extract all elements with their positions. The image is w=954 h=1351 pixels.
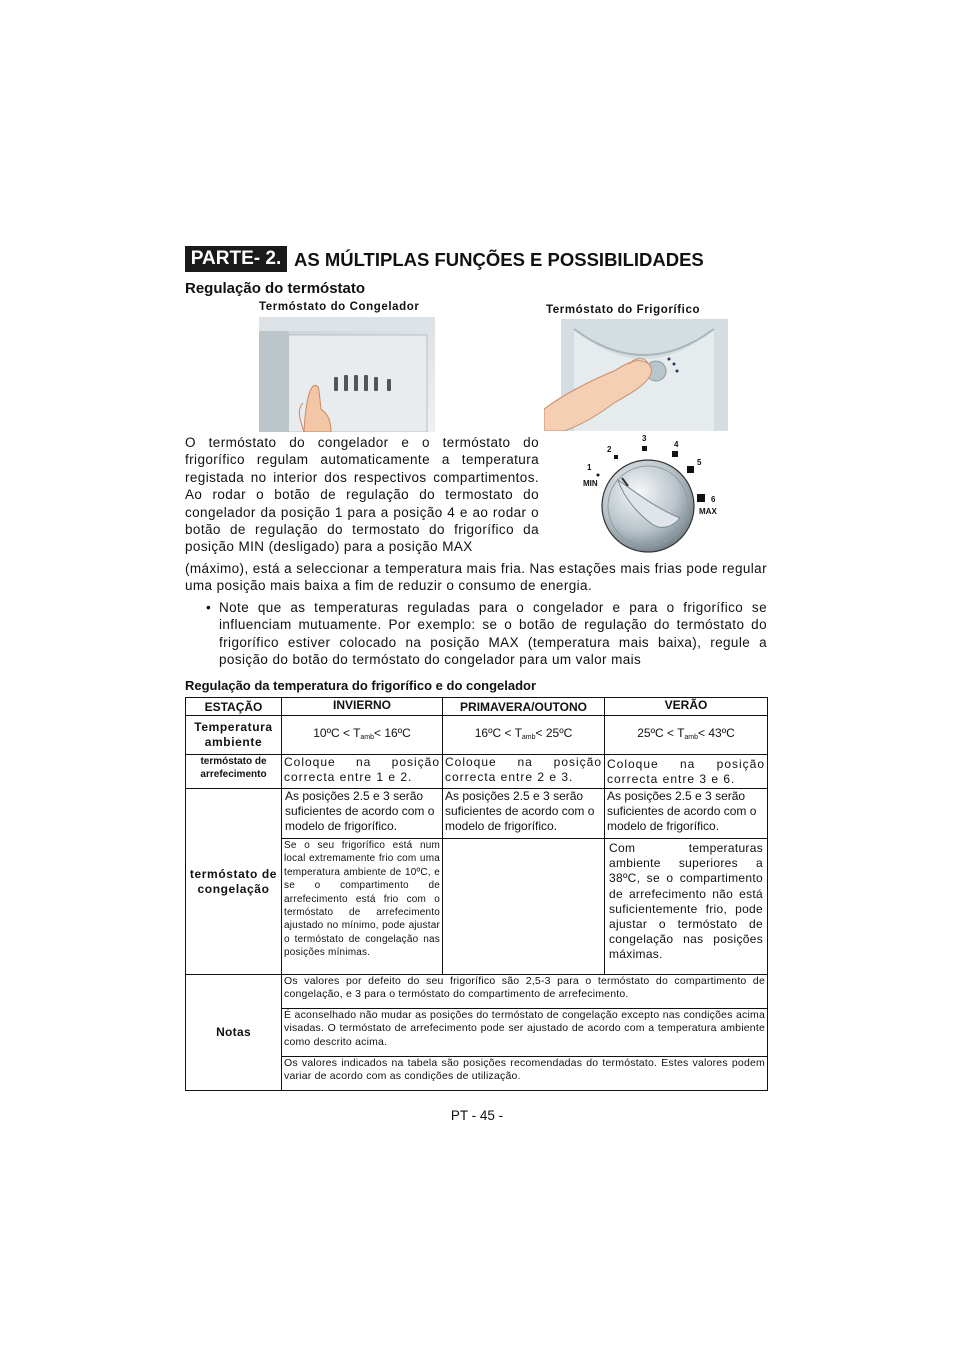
bullet-mark: • [206,600,211,615]
freezer-spring-autumn-a: As posições 2.5 e 3 serão suficientes de acordo com o modelo de frigorífico. [443,789,605,839]
notes-label: Notas [186,975,282,1091]
knob-position-4: 4 [674,440,679,449]
header-winter: INVIERNO [282,698,443,716]
part-label: PARTE- 2. [185,246,287,272]
note-paragraph: Note que as temperaturas reguladas para o congelador e para o frigorífico se influenciam mutuamente. Por exemplo: se o botão de regulação do termóstato do frigorífico estiver colocado na posição MAX (temperatura mais baixa), regule a posição do botão do termóstato do congelador para um valor mais [219,600,767,668]
knob-position-3: 3 [642,434,647,443]
cooler-spring-autumn: Coloque na posição correcta entre 2 e 3. [443,755,605,789]
freezer-label: termóstato de congelação [186,789,282,975]
cooler-label: termóstato de arrefecimento [186,755,282,789]
page-number: PT - 45 - [450,1108,504,1123]
freezer-summer-a: As posições 2.5 e 3 serão suficientes de acordo com o modelo de frigorífico. [605,789,768,839]
table-row [186,789,768,839]
intro-paragraph: O termóstato do congelador e o termóstato do frigorífico regulam automaticamente a temperatura registada no interior dos respectivos compartimentos. Ao rodar o botão de regulação do termostato do congelador da posição 1 para a posição 4 e ao rodar o botão de regulação do termostato do frigorífico da posição MIN (desligado) para a posição MAX [185,435,539,555]
ambient-winter: 10ºC < $T_{amb}<$ 16ºC [282,716,443,755]
table-row [186,755,768,789]
table-row [186,716,768,755]
knob-max-label: MAX [699,507,717,516]
temperature-table [185,697,768,1091]
cooler-winter: Coloque na posição correcta entre 1 e 2. [282,755,443,789]
knob-position-5: 5 [697,458,702,467]
note-3: Os valores indicados na tabela são posições recomendadas do termóstato. Estes valores podem variar de acordo com as condições de utilização. [282,1057,768,1091]
ambient-spring-autumn: 16ºC < $T_{amb}<$ 25ºC [443,716,605,755]
header-spring-autumn: PRIMAVERA/OUTONO [443,698,605,716]
thermostat-knob-diagram [580,428,720,558]
freezer-thermostat-photo [259,317,435,432]
knob-position-1: 1 [587,463,592,472]
freezer-winter-a: As posições 2.5 e 3 serão suficientes de acordo com o modelo de frigorífico. [282,789,443,839]
knob-position-6: 6 [711,495,716,504]
note-1: Os valores por defeito do seu frigorífico são 2,5-3 para o termóstato do compartimento de congelação, e 3 para o termóstato do compartimento de arrefecimento. [282,975,768,1009]
knob-position-2: 2 [607,445,612,454]
header-summer: VERÃO [605,698,768,716]
note-2: É aconselhado não mudar as posições do termóstato de congelação excepto nas condições acima visadas. O termóstato de arrefecimento pode ser ajustado de acordo com a temperatura ambiente como descrito acima. [282,1009,768,1057]
page-title: AS MÚLTIPLAS FUNÇÕES E POSSIBILIDADES [294,249,704,270]
freezer-winter-b: Se o seu frigorífico está num local extremamente frio com uma temperatura ambiente de 10ºC, e se o compartimento de arrefecimento está frio com o termóstato de arrefecimento ajustado no mínimo, pode ajustar o termóstato de congelação nas posições mínimas. [282,839,443,975]
ambient-summer: 25ºC < $T_{amb}<$ 43ºC [605,716,768,755]
ambient-label: Temperatura ambiente [186,716,282,755]
section-title: Regulação do termóstato [185,280,366,297]
freezer-spring-autumn-b [443,839,605,975]
freezer-summer-b: Com temperaturas ambiente superiores a 38ºC, se o compartimento de arrefecimento não está suficientemente frio, pode ajustar o termóstato de congelação nas posições máximas. [605,839,768,975]
continuation-paragraph: (máximo), está a seleccionar a temperatura mais fria. Nas estações mais frias pode regular uma posição mais baixa a fim de reduzir o consumo de energia. [185,561,767,594]
table-header-row [186,698,768,716]
fridge-thermostat-caption: Termóstato do Frigorífico [546,304,701,316]
table-row [186,975,768,1009]
cooler-summer: Coloque na posição correcta entre 3 e 6. [605,755,768,789]
table-title: Regulação da temperatura do frigorífico e do congelador [185,678,537,693]
header-station: ESTAÇÃO [186,698,282,716]
fridge-thermostat-photo [544,319,728,431]
knob-min-label: MIN [583,479,598,488]
freezer-thermostat-caption: Termóstato do Congelador [259,301,420,313]
